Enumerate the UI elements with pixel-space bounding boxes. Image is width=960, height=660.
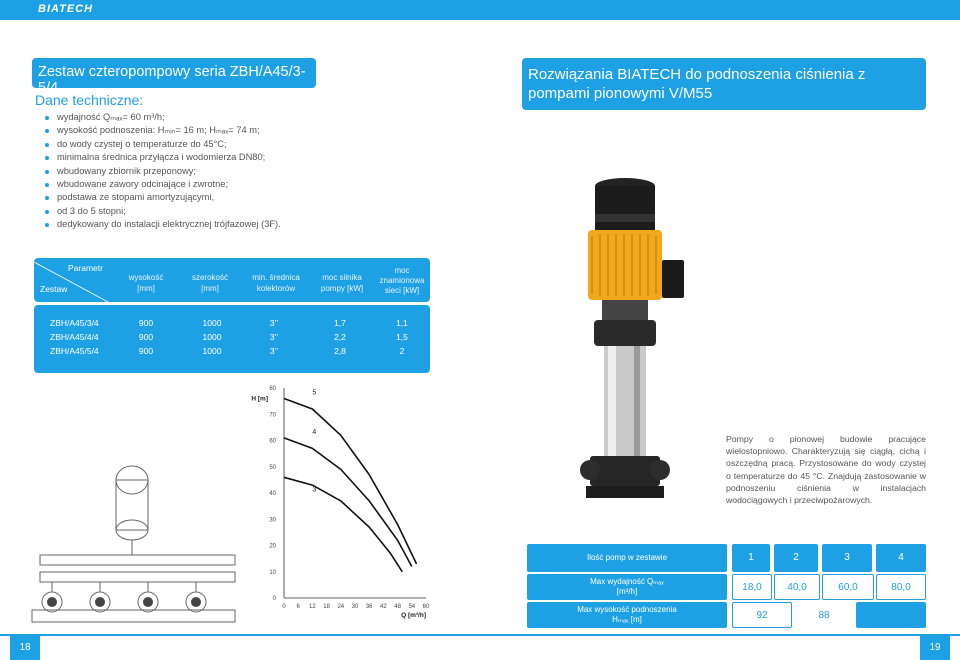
y-axis-label: H [m] — [251, 395, 268, 403]
table-cell: ZBH/A45/5/4 — [50, 346, 99, 356]
max-flow-label: Max wydajność Qₘₐₓ [m³/h] — [527, 574, 727, 600]
y-tick-label: 80 — [269, 386, 276, 392]
series-line-4 — [284, 438, 412, 567]
series-label: 4 — [312, 428, 317, 436]
table-cell: 2,2 — [334, 332, 346, 342]
table-cell: 1000 — [202, 332, 222, 342]
x-tick-label: 6 — [296, 604, 300, 610]
y-tick-label: 40 — [269, 491, 276, 497]
table-cell: 1000 — [202, 346, 222, 356]
y-tick-label: 20 — [269, 543, 276, 550]
table-cell: 900 — [138, 332, 154, 342]
table-filler — [856, 602, 926, 628]
x-axis-label: Q [m³/h] — [401, 612, 426, 619]
y-tick-label: 50 — [269, 464, 276, 471]
corner-set-label: Zestaw — [40, 284, 68, 294]
col-header-diameter: min. średnica kolektorów — [252, 273, 300, 293]
table-cell: ZBH/A45/4/4 — [50, 332, 99, 342]
series-label: 5 — [312, 389, 317, 397]
table-cell: 3’’ — [269, 332, 279, 342]
x-tick-label: 54 — [408, 604, 416, 610]
corner-param-label: Parametr — [68, 263, 103, 273]
table-cell: 900 — [138, 346, 154, 356]
table-cell: 2 — [399, 346, 405, 356]
pump-curve-chart — [240, 380, 440, 620]
x-tick-label: 0 — [282, 604, 286, 610]
count-value: 3 — [822, 544, 872, 572]
table-cell: 1000 — [202, 318, 222, 328]
table-cell: 1,1 — [396, 318, 408, 328]
spec-item: dedykowany do instalacji elektrycznej trójfazowej (3F). — [44, 218, 281, 231]
spec-item: od 3 do 5 stopni; — [44, 205, 281, 218]
table-cell: 3’’ — [269, 318, 279, 328]
spec-item: wbudowane zawory odcinające i zwrotne; — [44, 178, 281, 191]
y-tick-label: 30 — [269, 517, 276, 524]
spec-item: wbudowany zbiornik przeponowy; — [44, 165, 281, 178]
max-flow-value: 40,0 — [774, 574, 820, 600]
count-label: Ilość pomp w zestawie — [527, 544, 727, 572]
x-tick-label: 18 — [323, 604, 330, 610]
max-flow-value: 80,0 — [876, 574, 926, 600]
x-tick-label: 48 — [394, 604, 401, 610]
x-tick-label: 12 — [309, 604, 316, 610]
table-cell: 900 — [138, 318, 154, 328]
y-tick-label: 0 — [272, 596, 276, 602]
product-title: Zestaw czteropompowy seria ZBH/A45/3-5/4 — [32, 58, 316, 88]
spec-item: wydajność Qₘₐₓ= 60 m³/h; — [44, 111, 281, 124]
vertical-pump-illustration — [580, 170, 700, 510]
max-flow-value: 18,0 — [732, 574, 772, 600]
count-value: 2 — [774, 544, 818, 572]
series-line-3 — [284, 477, 402, 572]
max-head-value: 92 — [732, 602, 792, 628]
parameter-header — [34, 258, 430, 302]
spec-item: wysokość podnoszenia: Hₘᵢₙ= 16 m; Hₘₐₓ= 74 m; — [44, 124, 281, 137]
page-number-left: 18 — [10, 634, 40, 660]
y-tick-label: 60 — [269, 438, 276, 445]
series-label: 3 — [312, 486, 317, 494]
count-value: 1 — [732, 544, 770, 572]
top-bar — [0, 0, 960, 20]
col-header-rated-power: moc znamionowa sieci [kW] — [379, 266, 425, 295]
x-tick-label: 30 — [351, 604, 359, 610]
pump-description: Pompy o pionowej budowie pracujące wielostopniowo. Charakteryzują się ciągłą, cichą i oszczędną pracą. Przystosowane do wody czystej o temperaturze do 45 °C. Znajdują zastosowanie w podnoszeniu ciśnienia w instalacjach wodociągowych i przeciwpożarowych. — [726, 434, 926, 506]
count-value: 4 — [876, 544, 926, 572]
y-tick-label: 70 — [269, 412, 276, 419]
col-header-width: szerokość [mm] — [191, 273, 228, 293]
x-tick-label: 60 — [422, 604, 430, 610]
x-tick-label: 36 — [365, 604, 373, 610]
table-cell: 2,8 — [334, 346, 346, 356]
brand-logo: BIATECH — [38, 3, 94, 15]
table-cell: 3’’ — [269, 346, 279, 356]
tech-data-heading: Dane techniczne: — [35, 92, 144, 108]
spec-item: podstawa ze stopami amortyzującymi, — [44, 191, 281, 204]
page-number-right: 19 — [920, 634, 950, 660]
table-cell: 1,7 — [334, 318, 346, 328]
solutions-title: Rozwiązania BIATECH do podnoszenia ciśnienia z pompami pionowymi V/M55 — [522, 58, 926, 110]
y-tick-label: 10 — [269, 569, 276, 576]
parameter-data-table — [34, 305, 430, 373]
col-header-height: wysokość [mm] — [128, 273, 164, 293]
max-head-label: Max wysokość podnoszenia Hₘₐₓ [m] — [527, 602, 727, 628]
table-cell: ZBH/A45/3/4 — [50, 318, 99, 328]
max-head-value: 88 — [794, 602, 854, 628]
table-cell: 1,5 — [396, 332, 408, 342]
max-flow-value: 60,0 — [822, 574, 874, 600]
x-tick-label: 42 — [380, 604, 387, 610]
pump-set-illustration — [30, 450, 240, 630]
spec-item: do wody czystej o temperaturze do 45°C; — [44, 138, 281, 151]
col-header-motor-power: moc silnika pompy [kW] — [320, 273, 364, 293]
footer-line — [0, 634, 960, 636]
x-tick-label: 24 — [337, 604, 345, 610]
spec-item: minimalna średnica przyłącza i wodomierza DN80; — [44, 151, 281, 164]
spec-list — [44, 111, 281, 232]
